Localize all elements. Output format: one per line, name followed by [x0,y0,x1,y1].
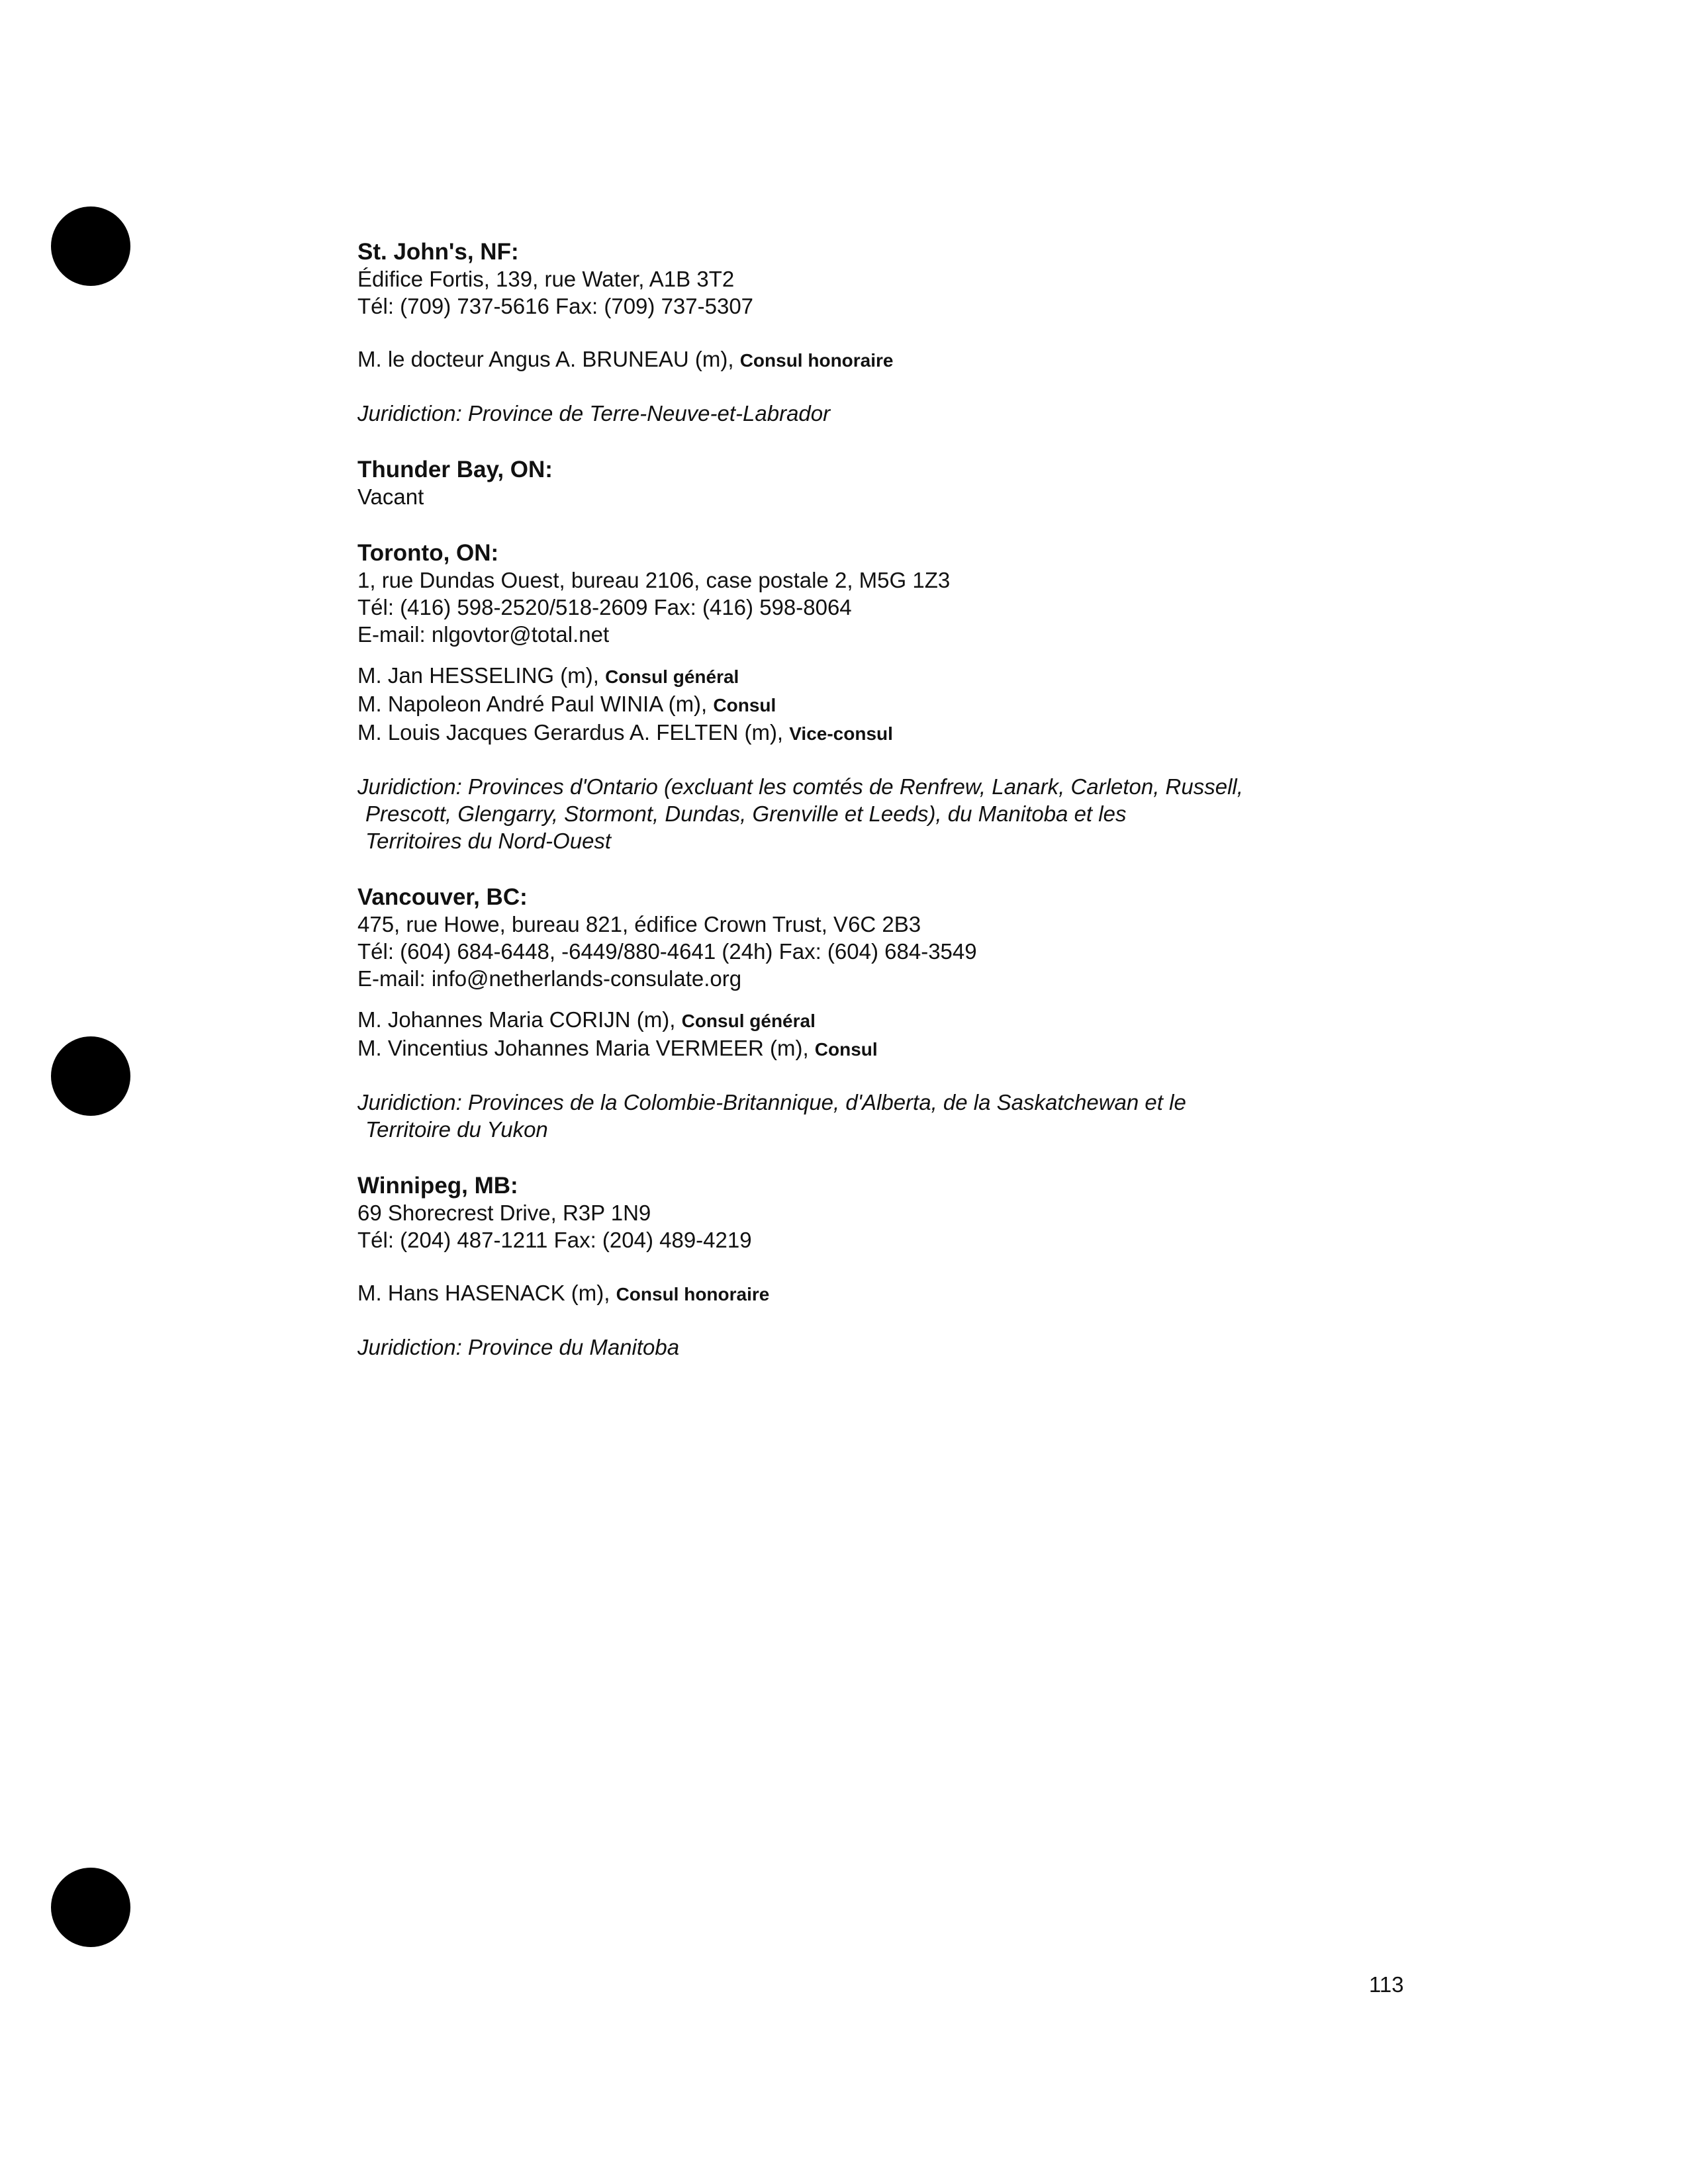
entry-toronto [357,539,1516,854]
person-line [357,690,1516,719]
email-line: E-mail: info@netherlands-consulate.org [357,966,742,991]
person-role: Vice-consul [789,723,893,744]
city-heading: Toronto, ON: [357,540,499,566]
entry-winnipeg [357,1172,1516,1361]
person-line [357,662,1516,690]
person-role: Consul honoraire [739,350,894,371]
person-role: Consul [713,695,776,715]
person-line [357,719,1516,747]
person-line [357,1279,1516,1308]
person-name: M. Johannes Maria CORIJN (m), [357,1007,682,1032]
address-line: 1, rue Dundas Ouest, bureau 2106, case postale 2, M5G 1Z3 [357,568,951,592]
page-number: 113 [1369,1972,1404,1997]
city-heading: Vancouver, BC: [357,884,528,910]
city-heading: Winnipeg, MB: [357,1173,518,1199]
person-role: Consul [814,1039,878,1060]
jurisdiction: Juridiction: Provinces d'Ontario (excluant les comtés de Renfrew, Lanark, Carleton, Russell, Prescott, Glengarry, Stormont, Dundas, Grenville et Leeds), du Manitoba et les Territoires du Nord-Ouest [357,774,1243,853]
address-line: 475, rue Howe, bureau 821, édifice Crown Trust, V6C 2B3 [357,912,921,936]
email-line: E-mail: nlgovtor@total.net [357,622,610,647]
person-line [357,1006,1516,1034]
city-heading: Thunder Bay, ON: [357,457,553,482]
phone-line: Tél: (709) 737-5616 Fax: (709) 737-5307 [357,294,754,318]
jurisdiction: Juridiction: Province du Manitoba [357,1335,680,1359]
person-line [357,1034,1516,1063]
address-line: 69 Shorecrest Drive, R3P 1N9 [357,1201,651,1225]
person-name: M. Napoleon André Paul WINIA (m), [357,692,714,716]
entry-thunder-bay [357,456,1516,510]
person-role: Consul général [681,1011,816,1031]
person-line [357,345,1516,374]
person-role: Consul général [605,666,739,687]
punch-hole-middle [51,1036,130,1116]
person-name: M. Vincentius Johannes Maria VERMEER (m), [357,1036,815,1060]
person-name: M. Louis Jacques Gerardus A. FELTEN (m), [357,720,790,745]
consulate-listing [357,238,1516,1361]
phone-line: Tél: (604) 684-6448, -6449/880-4641 (24h) Fax: (604) 684-3549 [357,939,977,964]
address-line: Édifice Fortis, 139, rue Water, A1B 3T2 [357,267,735,291]
person-name: M. Jan HESSELING (m), [357,663,606,688]
phone-line: Tél: (416) 598-2520/518-2609 Fax: (416) 598-8064 [357,595,852,619]
jurisdiction: Juridiction: Provinces de la Colombie-Britannique, d'Alberta, de la Saskatchewan et le Territoire du Yukon [357,1090,1186,1142]
person-name: M. Hans HASENACK (m), [357,1281,616,1305]
jurisdiction: Juridiction: Province de Terre-Neuve-et-Labrador [357,401,831,426]
entry-vancouver [357,884,1516,1143]
entry-st-johns [357,238,1516,427]
address-line: Vacant [357,484,424,509]
person-role: Consul honoraire [616,1284,770,1304]
person-name: M. le docteur Angus A. BRUNEAU (m), [357,347,740,371]
punch-hole-bottom [51,1868,130,1947]
punch-hole-top [51,206,130,286]
city-heading: St. John's, NF: [357,239,519,265]
phone-line: Tél: (204) 487-1211 Fax: (204) 489-4219 [357,1228,752,1252]
